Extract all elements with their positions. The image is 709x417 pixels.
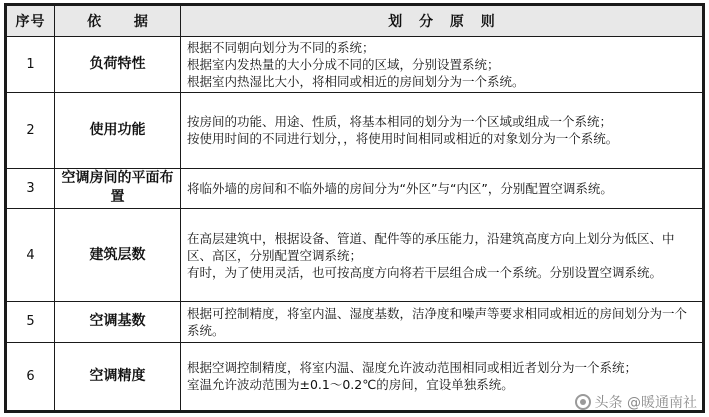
partition-table — [6, 5, 703, 411]
row-principle — [181, 208, 703, 302]
row-basis: 空调房间的平面布置 — [55, 168, 181, 208]
table-row — [7, 37, 703, 93]
principle-line: 根据空调控制精度，将室内温、湿度允许波动范围相同或相近者划分为一个系统； — [187, 360, 638, 376]
row-principle — [181, 37, 703, 93]
table-row — [7, 208, 703, 302]
principle-line: 按房间的功能、用途、性质，将基本相同的划分为一个区域或组成一个系统； — [187, 114, 613, 130]
principle-line: 将临外墙的房间和不临外墙的房间分为“外区”与“内区”，分别配置空调系统。 — [187, 180, 613, 196]
table-row — [7, 93, 703, 168]
table-row — [7, 302, 703, 342]
principle-line: 在高层建筑中，根据设备、管道、配件等的承压能力，沿建筑高度方向上划分为低区、中区、高区，分别配置空调系统； — [187, 230, 675, 263]
row-number: 4 — [7, 208, 55, 302]
row-number: 5 — [7, 302, 55, 342]
row-principle — [181, 93, 703, 168]
row-basis: 使用功能 — [55, 93, 181, 168]
watermark-text: 头条 @暖通南社 — [594, 395, 697, 411]
principle-line: 根据可控制精度，将室内温、湿度基数，洁净度和噪声等要求相同或相近的房间划分为一个系统。 — [187, 305, 688, 338]
principle-line: 根据室内发热量的大小分成不同的区域，分别设置系统； — [187, 57, 500, 73]
row-basis: 负荷特性 — [55, 37, 181, 93]
principle-line: 根据不同朝向划分为不同的系统； — [187, 40, 375, 56]
principle-line: 有时，为了使用灵活，也可按高度方向将若干层组合成一个系统。分别设置空调系统。 — [187, 264, 663, 280]
row-principle — [181, 168, 703, 208]
partition-table-container — [4, 3, 705, 413]
row-principle — [181, 302, 703, 342]
table-header-row — [7, 6, 703, 37]
row-number: 3 — [7, 168, 55, 208]
header-principle: 划 分 原 则 — [181, 6, 703, 37]
row-number: 6 — [7, 342, 55, 410]
principle-line: 室温允许波动范围为±0.1～0.2℃的房间，宜设单独系统。 — [187, 377, 514, 393]
row-basis: 空调精度 — [55, 342, 181, 410]
toutiao-logo-icon — [575, 394, 591, 410]
source-watermark — [575, 392, 697, 412]
header-number: 序号 — [7, 6, 55, 37]
principle-line: 按使用时间的不同进行划分，，将使用时间相同或相近的对象划分为一个系统。 — [187, 131, 619, 147]
row-number: 2 — [7, 93, 55, 168]
row-basis: 空调基数 — [55, 302, 181, 342]
header-basis: 依 据 — [55, 6, 181, 37]
row-basis: 建筑层数 — [55, 208, 181, 302]
principle-line: 根据室内热湿比大小，将相同或相近的房间划分为一个系统。 — [187, 74, 525, 90]
row-number: 1 — [7, 37, 55, 93]
table-row — [7, 168, 703, 208]
